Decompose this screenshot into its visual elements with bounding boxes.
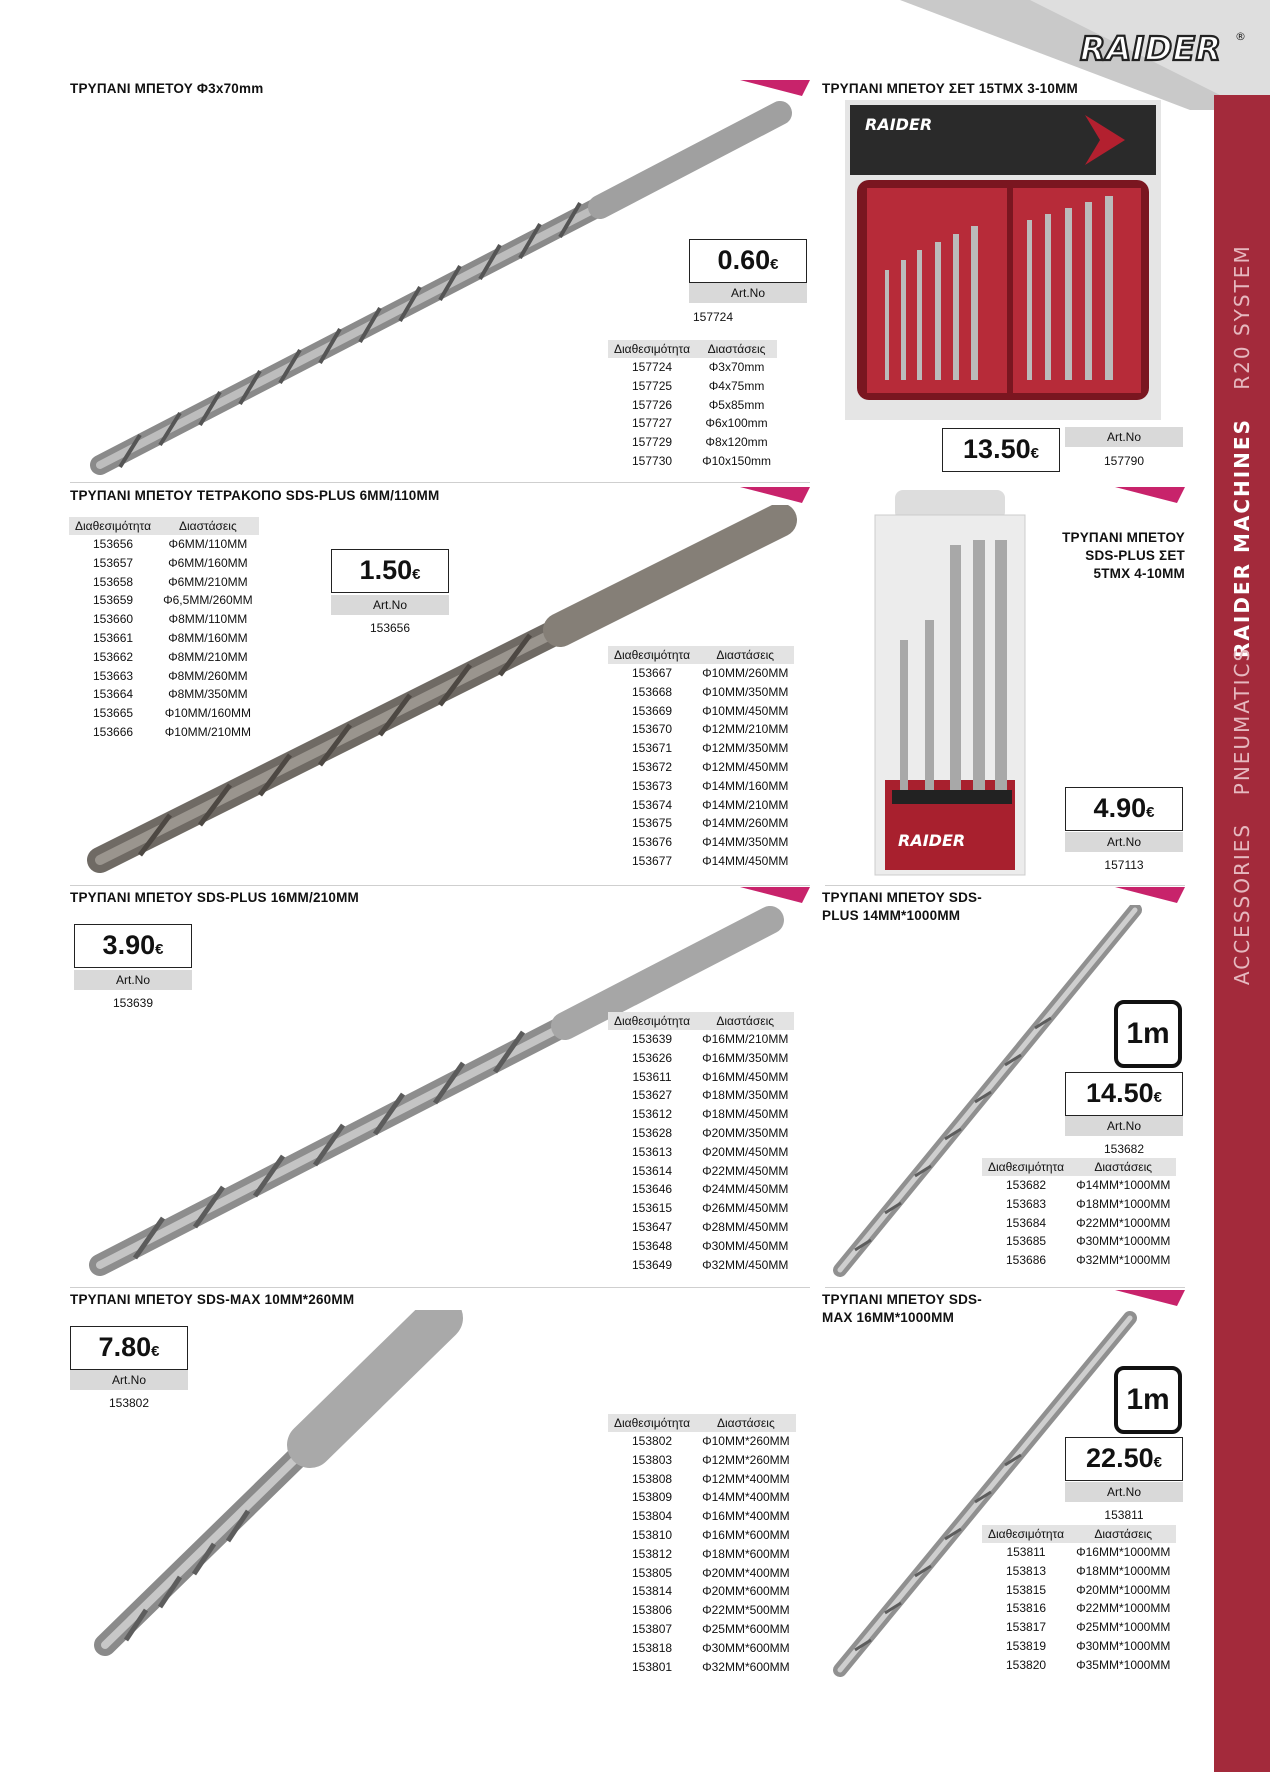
table-row [608,1237,794,1256]
table-row [608,758,794,777]
art-number: 153656 [369,621,411,635]
availability-cell: 153674 [632,797,673,812]
table-row [608,377,777,396]
dimension-cell: Φ22MM*1000MM [1076,1215,1171,1230]
dimension-cell: Φ30MM*1000MM [1076,1638,1171,1653]
table-row [608,1658,796,1677]
availability-cell: 157730 [632,453,673,468]
divider [70,885,810,886]
availability-cell: 153816 [1006,1601,1047,1616]
price-box: 22.50€ [1065,1437,1183,1481]
dimension-cell: Φ16MM*1000MM [1076,1545,1171,1559]
tab-pneumatics[interactable]: PNEUMATICS [1230,646,1254,796]
dimension-cell: Φ32MM*1000MM [1076,1253,1171,1268]
tab-raider-machines[interactable]: RAIDER MACHINES [1230,418,1254,658]
spec-table: Διαθεσιμότητα Διαστάσεις 153639 Φ16MM/210MM 153626 Φ16MM/350MM 153611 Φ16MM/450MM 153627 Φ18MM/350MM 153612 Φ18MM/450MM 153628 Φ20MM/350MM 153613 Φ20MM/450MM 153614 Φ22MM/450MM 153646 Φ24MM/450MM 153615 Φ26MM/450MM 153647 Φ28MM/450MM 153648 Φ30MM/450MM 153649 Φ32MM/450MM [608,1012,794,1274]
availability-cell: 153662 [93,649,134,664]
table-row [608,1049,794,1068]
availability-cell: 153665 [93,706,134,721]
table-row [608,1068,794,1087]
availability-cell: 153804 [632,1509,673,1524]
table-row [608,1639,796,1658]
availability-cell: 153814 [632,1584,673,1599]
availability-cell: 153806 [632,1603,673,1618]
table-row [608,1451,796,1470]
availability-cell: 153661 [93,630,134,645]
dimension-cell: Φ14MM*1000MM [1076,1178,1171,1192]
price-box: 0.60€ [689,239,807,283]
availability-cell: 153682 [1006,1178,1047,1192]
art-label: Art.No [689,283,807,303]
dimension-cell: Φ8MM/260MM [168,668,248,683]
availability-cell: 153663 [93,668,134,683]
length-1m-badge: 1m [1114,1366,1182,1434]
table-row [608,720,794,739]
availability-cell: 153802 [632,1434,673,1448]
dimension-cell: Φ20MM*600MM [702,1584,790,1599]
dimension-cell: Φ14MM/160MM [702,778,789,793]
dimension-cell: Φ24MM/450MM [702,1182,789,1197]
art-number: 153811 [1104,1508,1144,1522]
availability-cell: 153819 [1006,1638,1047,1653]
dimension-cell: Φ3x70mm [708,360,765,374]
availability-cell: 153670 [632,722,673,737]
product-title: ΤΡΥΠΑΝΙ ΜΠΕΤΟΥ SDS- PLUS 14MM*1000MM [822,890,982,923]
table-row [982,1232,1176,1251]
dimension-cell: Φ12MM/450MM [702,759,789,774]
drill-set-box-image [870,490,1030,880]
spec-table: Διαθεσιμότητα Διαστάσεις 153656 Φ6MM/110MM 153657 Φ6MM/160MM 153658 Φ6MM/210MM 153659 Φ6,5MM/260MM 153660 Φ8MM/110MM 153661 Φ8MM/160MM 153662 Φ8MM/210MM 153663 Φ8MM/260MM 153664 Φ8MM/350MM 153665 Φ10MM/160MM 153666 Φ10MM/210MM [69,517,259,742]
dimension-cell: Φ12MM*260MM [702,1452,790,1467]
dimension-cell: Φ10MM/160MM [164,706,251,721]
dimension-cell: Φ10MM/450MM [702,703,789,718]
table-row [982,1599,1176,1618]
table-row [982,1637,1176,1656]
accent-triangle [1115,1290,1185,1306]
dimension-cell: Φ35MM*1000MM [1076,1657,1171,1672]
table-row [608,1162,794,1181]
availability-cell: 153627 [632,1088,673,1103]
dimension-cell: Φ16MM/210MM [702,1032,789,1046]
availability-cell: 153612 [632,1107,673,1122]
availability-cell: 153676 [632,835,673,850]
dimension-cell: Φ12MM/210MM [702,722,789,737]
dimension-cell: Φ10MM/210MM [164,724,251,739]
table-row [608,664,794,683]
table-row [608,452,777,471]
dimension-cell: Φ6,5MM/260MM [163,593,253,608]
spec-table: Διαθεσιμότητα Διαστάσεις 157724 Φ3x70mm 157725 Φ4x75mm 157726 Φ5x85mm 157727 Φ6x100mm 157729 Φ8x120mm 157730 Φ10x150mm [608,340,777,471]
dimension-cell: Φ8MM/350MM [168,687,248,702]
dimension-cell: Φ30MM*600MM [702,1640,790,1655]
divider [70,1287,810,1288]
art-label: Art.No [1065,1482,1183,1502]
availability-cell: 153656 [93,537,134,551]
availability-cell: 153817 [1006,1620,1047,1635]
availability-cell: 157727 [632,416,673,431]
dimension-cell: Φ20MM*400MM [702,1565,790,1580]
table-row [608,358,777,377]
dimension-cell: Φ8MM/210MM [168,649,248,664]
table-row [982,1543,1176,1562]
dimension-cell: Φ25MM*600MM [702,1621,790,1636]
table-row [608,1124,794,1143]
table-row [982,1618,1176,1637]
table-row [982,1581,1176,1600]
art-label: Art.No [70,1370,188,1390]
availability-cell: 153647 [632,1219,673,1234]
length-1m-badge: 1m [1114,1000,1182,1068]
svg-text:RAIDER: RAIDER [865,115,933,134]
availability-cell: 153811 [1006,1545,1046,1559]
dimension-cell: Φ16MM*400MM [702,1509,790,1524]
price-box: 4.90€ [1065,787,1183,831]
price-box: 14.50€ [1065,1072,1183,1116]
raider-logo [1078,28,1248,66]
dimension-cell: Φ18MM/350MM [702,1088,789,1103]
availability-cell: 153649 [632,1257,673,1272]
tab-r20-system[interactable]: R20 SYSTEM [1230,244,1254,390]
dimension-cell: Φ14MM*400MM [702,1490,790,1505]
dimension-cell: Φ30MM*1000MM [1076,1234,1171,1249]
table-row [608,1218,794,1237]
art-label: Art.No [1065,832,1183,852]
table-row [982,1214,1176,1233]
dimension-cell: Φ30MM/450MM [702,1238,789,1253]
table-row [608,1564,796,1583]
dimension-cell: Φ14MM/210MM [702,797,789,812]
art-label: Art.No [331,595,449,615]
table-row [608,396,777,415]
availability-cell: 153659 [93,593,134,608]
dimension-cell: Φ12MM/350MM [702,741,789,756]
spec-table: Διαθεσιμότητα Διαστάσεις 153682 Φ14MM*1000MM 153683 Φ18MM*1000MM 153684 Φ22MM*1000MM 153685 Φ30MM*1000MM 153686 Φ32MM*1000MM [982,1158,1176,1270]
art-label: Art.No [74,970,192,990]
accent-triangle [740,80,810,96]
dimension-cell: Φ14MM/350MM [702,835,789,850]
dimension-cell: Φ12MM*400MM [702,1471,790,1486]
svg-text:®: ® [1235,30,1246,43]
accent-triangle [740,487,810,503]
availability-cell: 153686 [1006,1253,1047,1268]
table-row [608,1507,796,1526]
dimension-cell: Φ5x85mm [708,397,765,412]
dimension-cell: Φ6MM/110MM [168,537,248,551]
availability-cell: 153648 [632,1238,673,1253]
accent-triangle [1115,887,1185,903]
availability-cell: 153809 [632,1490,673,1505]
availability-cell: 153646 [632,1182,673,1197]
dimension-cell: Φ16MM/450MM [702,1069,789,1084]
dimension-cell: Φ6x100mm [705,416,768,431]
dimension-cell: Φ16MM*600MM [702,1527,790,1542]
art-number: 157790 [1103,454,1145,468]
dimension-cell: Φ4x75mm [708,378,765,393]
drill-bit-image [90,1310,470,1660]
availability-cell: 153669 [632,703,673,718]
product-title: ΤΡΥΠΑΝΙ ΜΠΕΤΟΥ ΣΕΤ 15ΤΜΧ 3-10ΜΜ [822,81,1078,96]
dimension-cell: Φ10MM*260MM [702,1434,790,1448]
availability-cell: 153818 [632,1640,673,1655]
availability-cell: 153668 [632,684,673,699]
table-row [608,702,794,721]
art-number: 153639 [112,996,154,1010]
availability-cell: 153684 [1006,1215,1047,1230]
dimension-cell: Φ14MM/450MM [702,853,789,868]
spec-table: Διαθεσιμότητα Διαστάσεις 153811 Φ16MM*1000MM 153813 Φ18MM*1000MM 153815 Φ20MM*1000MM 153816 Φ22MM*1000MM 153817 Φ25MM*1000MM 153819 Φ30MM*1000MM 153820 Φ35MM*1000MM [982,1525,1176,1675]
dimension-cell: Φ18MM/450MM [702,1107,789,1122]
availability-cell: 153664 [93,687,134,702]
dimension-cell: Φ22MM*500MM [702,1603,790,1618]
dimension-cell: Φ14MM/260MM [702,816,789,831]
table-row [608,1432,796,1451]
dimension-cell: Φ32MM/450MM [702,1257,789,1272]
dimension-cell: Φ32MM*600MM [702,1659,790,1674]
art-number: 157724 [692,310,734,324]
availability-cell: 157725 [632,378,673,393]
table-row [982,1251,1176,1270]
availability-cell: 153660 [93,612,134,627]
price-box: 3.90€ [74,924,192,968]
availability-cell: 153675 [632,816,673,831]
availability-cell: 153812 [632,1546,673,1561]
availability-cell: 153611 [632,1069,672,1084]
tab-accessories[interactable]: ACCESSORIES [1230,822,1254,986]
table-row [608,683,794,702]
art-number: 157113 [1104,858,1144,872]
product-title: ΤΡΥΠΑΝΙ ΜΠΕΤΟΥ SDS-PLUS 16MM/210MM [70,890,359,905]
dimension-cell: Φ25MM*1000MM [1076,1620,1171,1635]
availability-cell: 153815 [1006,1582,1047,1597]
availability-cell: 153810 [632,1527,673,1542]
spec-table: Διαθεσιμότητα Διαστάσεις 153667 Φ10MM/260MM 153668 Φ10MM/350MM 153669 Φ10MM/450MM 153670 Φ12MM/210MM 153671 Φ12MM/350MM 153672 Φ12MM/450MM 153673 Φ14MM/160MM 153674 Φ14MM/210MM 153675 Φ14MM/260MM 153676 Φ14MM/350MM 153677 Φ14MM/450MM [608,646,794,871]
dimension-cell: Φ10MM/350MM [702,684,789,699]
availability-cell: 153685 [1006,1234,1047,1249]
availability-cell: 153658 [93,574,134,589]
product-title: ΤΡΥΠΑΝΙ ΜΠΕΤΟΥ ΤΕΤΡΑΚΟΠΟ SDS-PLUS 6MM/110MM [70,488,440,503]
table-row [608,1601,796,1620]
dimension-cell: Φ18MM*1000MM [1076,1563,1171,1578]
table-row [608,433,777,452]
availability-cell: 153683 [1006,1196,1047,1211]
table-row [608,1620,796,1639]
availability-cell: 153805 [632,1565,673,1580]
table-row [608,814,794,833]
table-row [982,1656,1176,1675]
dimension-cell: Φ8MM/110MM [168,612,248,627]
availability-cell: 153614 [632,1163,673,1178]
table-row [982,1195,1176,1214]
dimension-cell: Φ22MM/450MM [702,1163,789,1178]
art-label: Art.No [1065,1116,1183,1136]
price-box: 7.80€ [70,1326,188,1370]
availability-cell: 153639 [632,1032,673,1046]
product-title: ΤΡΥΠΑΝΙ ΜΠΕΤΟΥ SDS- MAX 16MM*1000MM [822,1292,982,1325]
dimension-cell: Φ6MM/210MM [168,574,248,589]
availability-cell: 153813 [1006,1563,1047,1578]
dimension-cell: Φ10MM/260MM [702,666,789,680]
availability-cell: 157729 [632,435,673,450]
availability-cell: 157724 [632,360,673,374]
availability-cell: 153628 [632,1125,673,1140]
table-row [608,796,794,815]
table-row [608,777,794,796]
availability-cell: 153808 [632,1471,673,1486]
product-title: ΤΡΥΠΑΝΙ ΜΠΕΤΟΥ SDS-MAX 10MM*260MM [70,1292,355,1307]
dimension-cell: Φ18MM*600MM [702,1546,790,1561]
availability-cell: 153626 [632,1050,673,1065]
availability-cell: 153667 [632,666,673,680]
divider [825,1287,1185,1288]
table-row [608,414,777,433]
dimension-cell: Φ16MM/350MM [702,1050,789,1065]
dimension-cell: Φ28MM/450MM [702,1219,789,1234]
divider [825,885,1185,886]
dimension-cell: Φ18MM*1000MM [1076,1196,1171,1211]
availability-cell: 153657 [93,555,134,570]
table-row [608,1488,796,1507]
spec-table: Διαθεσιμότητα Διαστάσεις 153802 Φ10MM*260MM 153803 Φ12MM*260MM 153808 Φ12MM*400MM 153809 Φ14MM*400MM 153804 Φ16MM*400MM 153810 Φ16MM*600MM 153812 Φ18MM*600MM 153805 Φ20MM*400MM 153814 Φ20MM*600MM 153806 Φ22MM*500MM 153807 Φ25MM*600MM 153818 Φ30MM*600MM 153801 Φ32MM*600MM [608,1414,796,1676]
art-label: Art.No [1065,427,1183,447]
table-row [982,1562,1176,1581]
dimension-cell: Φ10x150mm [702,453,771,468]
drill-set-case-image [845,100,1165,420]
table-row [608,1143,794,1162]
table-row [608,833,794,852]
table-row [608,1030,794,1049]
table-row [608,1180,794,1199]
dimension-cell: Φ20MM/450MM [702,1144,789,1159]
table-row [608,1526,796,1545]
availability-cell: 153666 [93,724,134,739]
art-number: 153682 [1103,1142,1145,1156]
dimension-cell: Φ6MM/160MM [168,555,248,570]
dimension-cell: Φ20MM/350MM [702,1125,789,1140]
availability-cell: 157726 [632,397,673,412]
svg-text:RAIDER: RAIDER [1080,29,1222,66]
table-row [608,1199,794,1218]
availability-cell: 153820 [1006,1657,1047,1672]
svg-text:RAIDER: RAIDER [898,831,966,850]
art-number: 153802 [108,1396,150,1410]
dimension-cell: Φ8MM/160MM [168,630,248,645]
availability-cell: 153671 [632,741,673,756]
price-box: 1.50€ [331,549,449,593]
table-row [608,1256,794,1275]
dimension-cell: Φ22MM*1000MM [1076,1601,1171,1616]
table-row [608,1105,794,1124]
table-row [608,852,794,871]
table-row [982,1176,1176,1195]
table-row [608,1545,796,1564]
availability-cell: 153673 [632,778,673,793]
table-row [608,1582,796,1601]
dimension-cell: Φ8x120mm [705,435,768,450]
category-sidebar [1214,95,1270,1772]
availability-cell: 153672 [632,759,673,774]
availability-cell: 153807 [632,1621,673,1636]
product-title: ΤΡΥΠΑΝΙ ΜΠΕΤΟΥ SDS-PLUS ΣΕΤ 5ΤΜΧ 4-10ΜΜ [1062,530,1185,581]
price-box: 13.50€ [942,428,1060,472]
availability-cell: 153613 [632,1144,673,1159]
table-row [608,1086,794,1105]
availability-cell: 153803 [632,1452,673,1467]
accent-triangle [1115,487,1185,503]
availability-cell: 153677 [632,853,673,868]
availability-cell: 153801 [632,1659,673,1674]
availability-cell: 153615 [632,1201,673,1216]
dimension-cell: Φ20MM*1000MM [1076,1582,1171,1597]
dimension-cell: Φ26MM/450MM [702,1201,789,1216]
product-title: ΤΡΥΠΑΝΙ ΜΠΕΤΟΥ Φ3x70mm [70,81,264,96]
table-row [608,739,794,758]
table-row [608,1470,796,1489]
